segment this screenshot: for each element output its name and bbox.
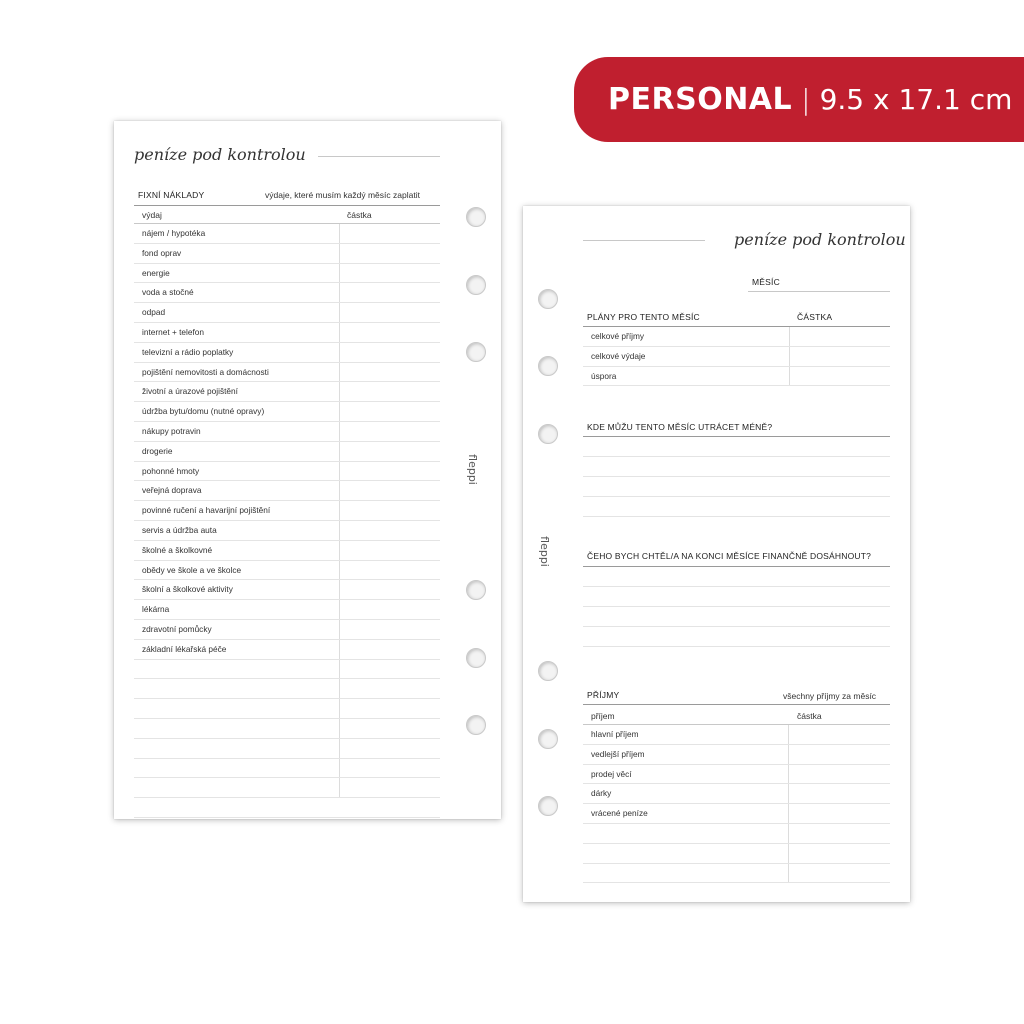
punch-hole [538,729,558,749]
income-row: dárky [583,784,890,804]
writing-line [583,456,890,457]
punch-hole [538,796,558,816]
income-row: prodej věcí [583,765,890,785]
expense-row: veřejná doprava [134,481,440,501]
plan-row: celkové příjmy [583,327,890,347]
question-spend-less: KDE MŮŽU TENTO MĚSÍC UTRÁCET MÉNĚ? [587,422,773,432]
punch-hole [466,275,486,295]
plan-row: celkové výdaje [583,347,890,367]
fixed-costs-heading: FIXNÍ NÁKLADY [138,190,205,200]
expense-row [134,679,440,699]
size-banner [574,57,1024,142]
punch-hole [538,424,558,444]
banner-separator: | [801,83,811,116]
income-row [583,864,890,884]
month-line [748,291,890,292]
expense-row: pohonné hmoty [134,462,440,482]
writing-line [583,606,890,607]
expense-row: odpad [134,303,440,323]
expense-row: školní a školkové aktivity [134,580,440,600]
title-rule [583,240,705,241]
expense-row [134,739,440,759]
banner-dimensions: 9.5 x 17.1 cm [819,83,1013,116]
punch-hole [538,289,558,309]
writing-line [583,646,890,647]
income-row: vedlejší příjem [583,745,890,765]
left-planner-page [114,121,501,819]
expense-row: nákupy potravin [134,422,440,442]
expense-row [134,719,440,739]
plans-amount-heading: ČÁSTKA [797,312,833,322]
expense-row: televizní a rádio poplatky [134,343,440,363]
expense-row: fond oprav [134,244,440,264]
income-row [583,824,890,844]
expense-row: voda a stočné [134,283,440,303]
expense-row: školné a školkovné [134,541,440,561]
expense-row: nájem / hypotéka [134,224,440,244]
income-heading: PŘÍJMY [587,690,620,700]
expense-row [134,778,440,798]
question1-rule [583,436,890,437]
writing-line [583,496,890,497]
punch-hole [466,648,486,668]
writing-line [583,626,890,627]
expense-row: pojištění nemovitosti a domácnosti [134,363,440,383]
plans-table [583,327,890,386]
section-rule [134,205,440,206]
column-header-income: příjem [591,711,615,721]
punch-hole [538,661,558,681]
writing-line [583,476,890,477]
expense-row: základní lékařská péče [134,640,440,660]
punch-hole [466,715,486,735]
income-row [583,844,890,864]
expense-row: lékárna [134,600,440,620]
writing-line [583,516,890,517]
left-brand-logo: fleppi [465,454,479,485]
expense-row [134,699,440,719]
punch-hole [466,207,486,227]
right-planner-page [523,206,910,902]
expense-row: životní a úrazové pojištění [134,382,440,402]
question2-rule [583,566,890,567]
punch-hole [466,342,486,362]
income-table [583,725,890,883]
writing-line [583,586,890,587]
expense-row: obědy ve škole a ve školce [134,561,440,581]
expense-row: zdravotní pomůcky [134,620,440,640]
income-row: hlavní příjem [583,725,890,745]
column-header-expense: výdaj [142,210,162,220]
plans-heading: PLÁNY PRO TENTO MĚSÍC [587,312,700,322]
expense-row: údržba bytu/domu (nutné opravy) [134,402,440,422]
left-page-title: peníze pod kontrolou [134,145,306,164]
expense-row: energie [134,264,440,284]
punch-hole [538,356,558,376]
right-brand-logo: fleppi [537,536,551,567]
expense-row: drogerie [134,442,440,462]
banner-size-label: PERSONAL [608,82,793,117]
expense-row [134,759,440,779]
month-label: MĚSÍC [752,277,780,287]
expense-row [134,798,440,818]
column-header-amount: částka [347,210,372,220]
expense-row [134,660,440,680]
expense-table [134,224,440,818]
fixed-costs-subtitle: výdaje, které musím každý měsíc zaplatit [265,190,420,200]
question-financial-goal: ČEHO BYCH CHTĚL/A NA KONCI MĚSÍCE FINANČNĚ DOSÁHNOUT? [587,551,872,561]
expense-row: povinné ručení a havarijní pojištění [134,501,440,521]
punch-hole [466,580,486,600]
expense-row: servis a údržba auta [134,521,440,541]
income-subtitle: všechny příjmy za měsíc [783,691,877,701]
income-rule [583,704,890,705]
plan-row: úspora [583,367,890,387]
income-row: vrácené peníze [583,804,890,824]
title-rule [318,156,440,157]
right-page-title: peníze pod kontrolou [734,230,906,249]
expense-row: internet + telefon [134,323,440,343]
column-header-amount: částka [797,711,822,721]
